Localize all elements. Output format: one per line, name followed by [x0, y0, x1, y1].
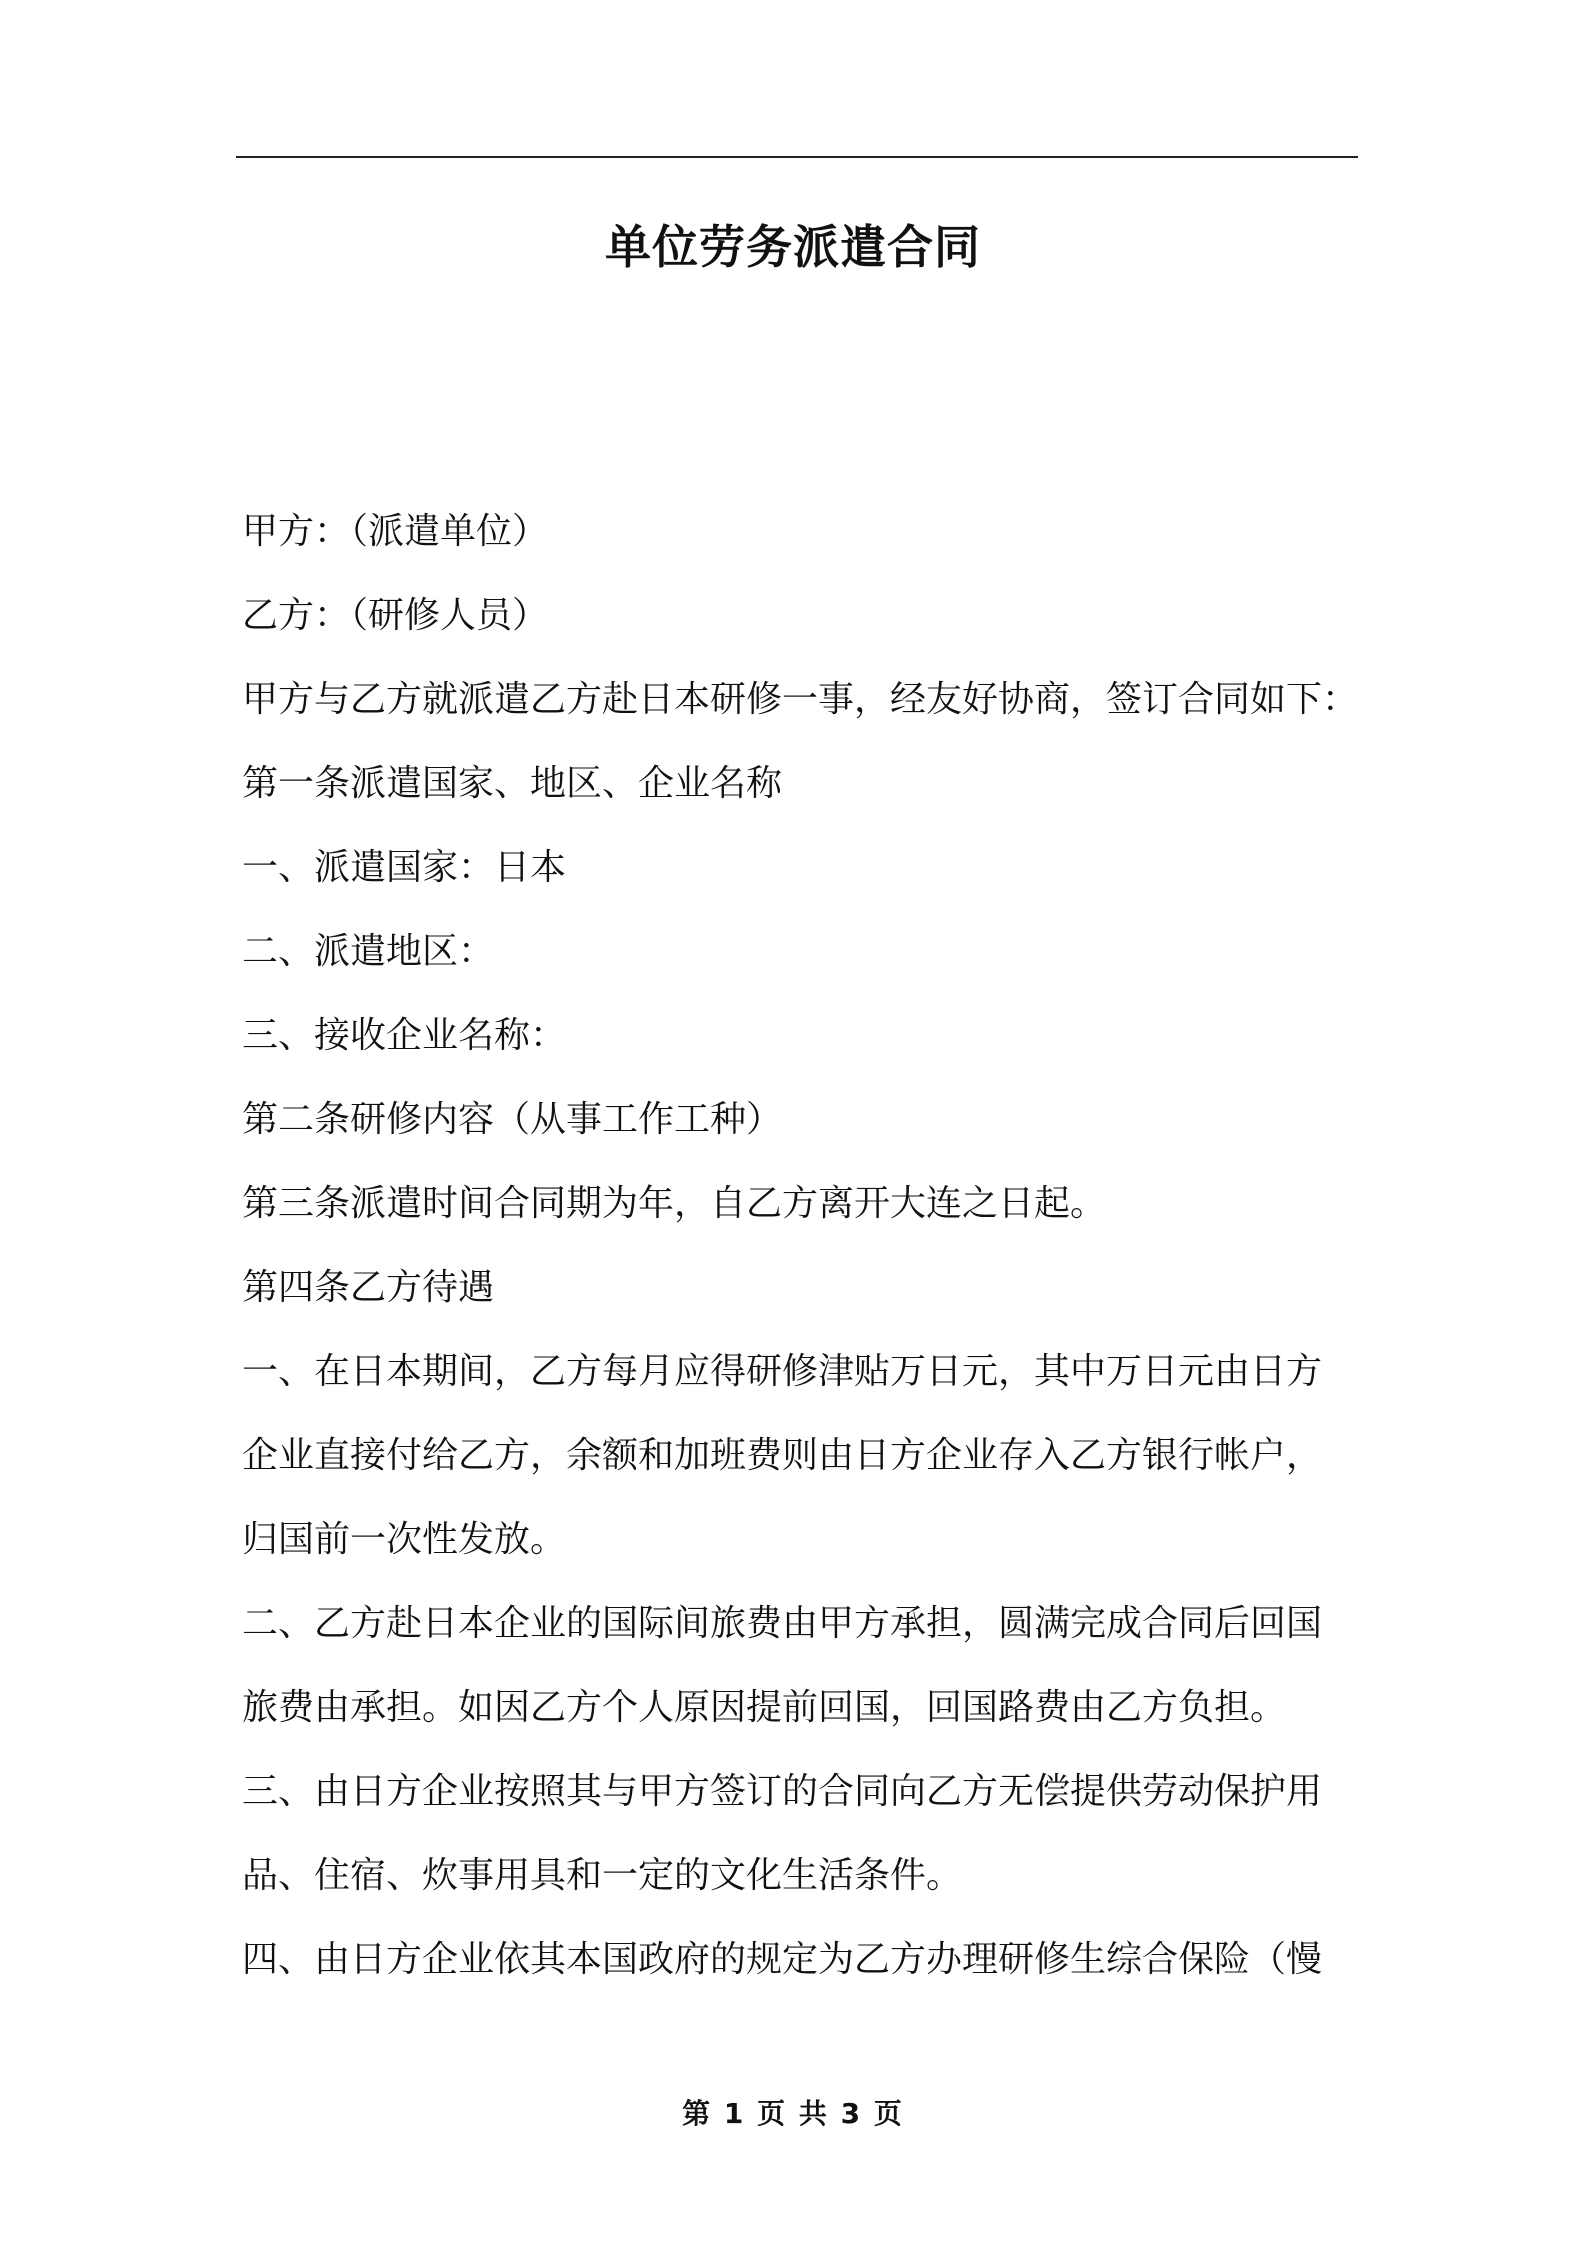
article-4-item-2-line-2: 旅费由承担。如因乙方个人原因提前回国，回国路费由乙方负担。	[242, 1687, 1287, 1728]
article-4-item-3-line-1: 三、由日方企业按照其与甲方签订的合同向乙方无偿提供劳动保护用	[242, 1771, 1323, 1812]
header-rule	[236, 156, 1358, 158]
document-title: 单位劳务派遣合同	[605, 220, 981, 274]
article-1-item-2: 二、派遣地区：	[242, 931, 495, 972]
document-body	[242, 490, 1362, 2002]
article-4-item-4-line-1: 四、由日方企业依其本国政府的规定为乙方办理研修生综合保险（慢	[242, 1939, 1323, 1980]
article-4-item-1-line-1: 一、在日本期间，乙方每月应得研修津贴万日元，其中万日元由日方	[242, 1351, 1323, 1392]
party-b-line: 乙方：（研修人员）	[242, 595, 549, 636]
article-1-item-1: 一、派遣国家：日本	[242, 847, 567, 888]
article-3-line: 第三条派遣时间合同期为年，自乙方离开大连之日起。	[242, 1183, 1107, 1224]
page-number-footer: 第 1 页 共 3 页	[682, 2097, 904, 2130]
article-4-item-3-line-2: 品、住宿、炊事用具和一定的文化生活条件。	[242, 1855, 963, 1896]
article-4-item-1-line-2: 企业直接付给乙方，余额和加班费则由日方企业存入乙方银行帐户，	[242, 1435, 1323, 1476]
party-a-line: 甲方：（派遣单位）	[242, 511, 549, 552]
article-1-heading: 第一条派遣国家、地区、企业名称	[242, 763, 783, 804]
article-4-heading: 第四条乙方待遇	[242, 1267, 495, 1308]
preamble-line: 甲方与乙方就派遣乙方赴日本研修一事，经友好协商，签订合同如下：	[242, 679, 1359, 720]
article-4-item-2-line-1: 二、乙方赴日本企业的国际间旅费由甲方承担，圆满完成合同后回国	[242, 1603, 1323, 1644]
article-4-item-1-line-3: 归国前一次性发放。	[242, 1519, 567, 1560]
article-1-item-3: 三、接收企业名称：	[242, 1015, 567, 1056]
article-2-heading: 第二条研修内容（从事工作工种）	[242, 1099, 783, 1140]
